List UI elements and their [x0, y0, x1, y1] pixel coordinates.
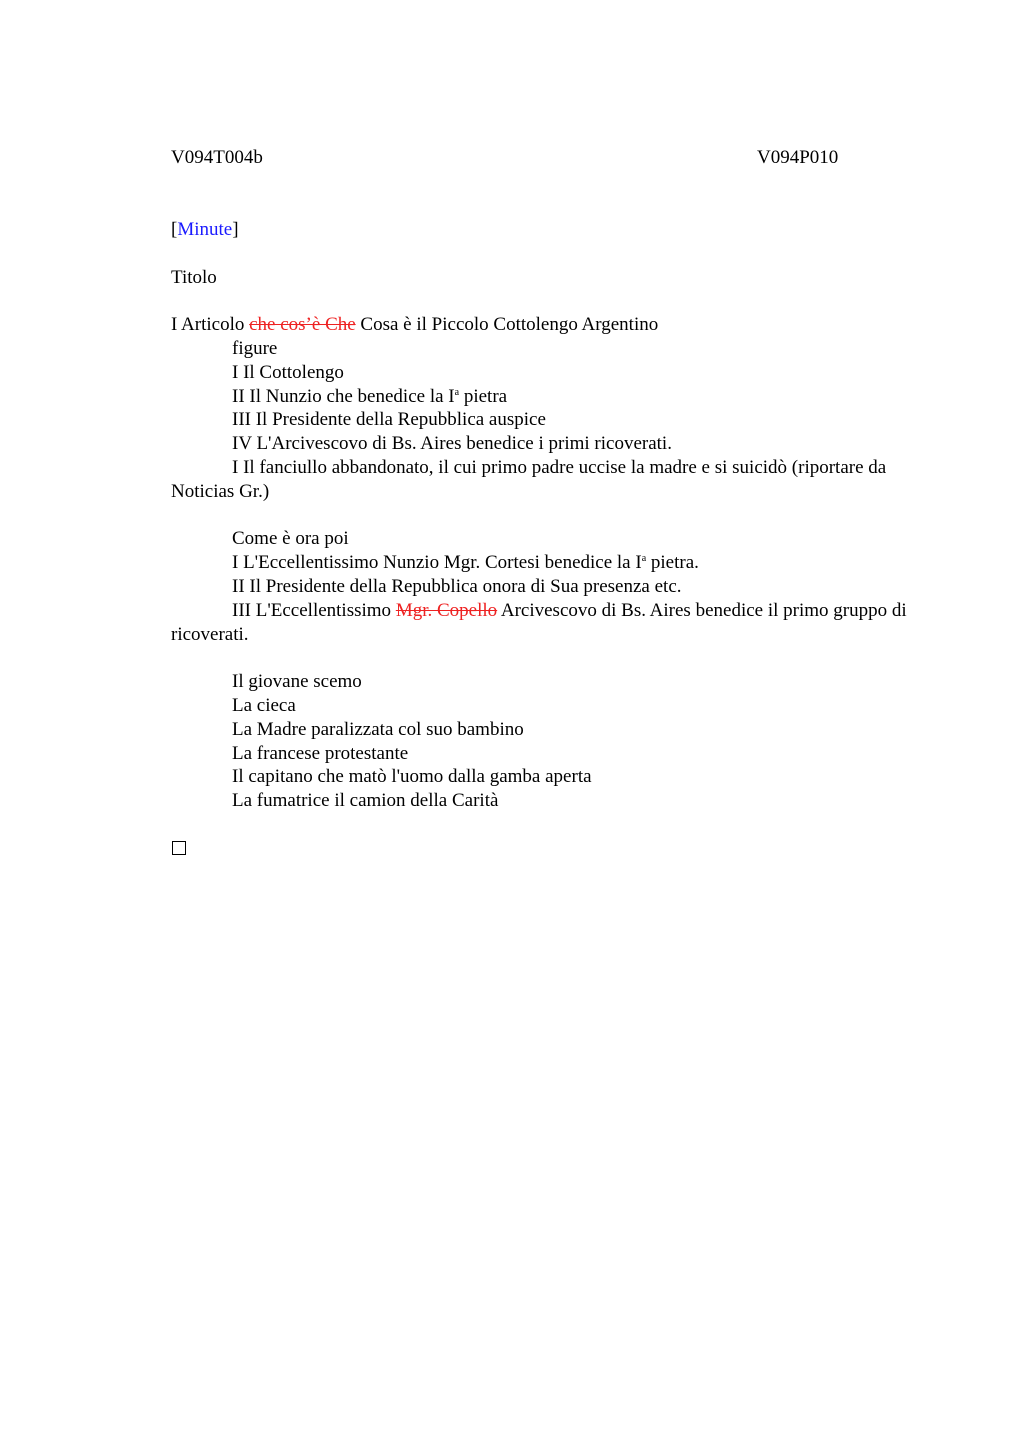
people-item: La francese protestante — [232, 742, 409, 764]
people-item: La cieca — [232, 694, 296, 716]
close-bracket: ] — [232, 219, 239, 240]
document-code-right: V094P010 — [757, 147, 839, 168]
now-item-prefix: III L'Eccellentissimo — [232, 599, 396, 621]
people-item: Il giovane scemo — [232, 671, 362, 693]
blank-line — [171, 289, 931, 313]
figure-item: IV L'Arcivescovo di Bs. Aires benedice i primi ricoverati. — [232, 433, 672, 455]
blank-line — [171, 504, 931, 528]
now-item — [171, 599, 931, 647]
now-item-tail: pietra. — [646, 552, 699, 574]
figure-item-tail: pietra — [459, 385, 508, 407]
checkbox-square-icon — [172, 841, 186, 855]
ordinal-superscript: a — [454, 386, 460, 398]
now-item-text: I L'Eccellentissimo Nunzio Mgr. Cortesi benedice la I — [232, 552, 642, 574]
article-deleted-text: che cos’è Che — [249, 314, 356, 336]
blank-line — [171, 242, 931, 266]
article-prefix: I Articolo — [171, 314, 250, 336]
open-bracket: [ — [171, 219, 178, 240]
article-rest: Cosa è il Piccolo Cottolengo Argentino — [355, 314, 659, 336]
now-item: II Il Presidente della Repubblica onora di Sua presenza etc. — [232, 575, 682, 597]
blank-line — [171, 813, 931, 837]
minute-tag — [171, 218, 931, 242]
end-marker-line — [171, 837, 931, 861]
now-heading: Come è ora poi — [232, 528, 349, 550]
people-item: La Madre paralizzata col suo bambino — [232, 718, 524, 740]
ordinal-superscript: a — [641, 553, 647, 565]
figure-item-text: II Il Nunzio che benedice la I — [232, 385, 455, 407]
now-item-rest: Arcivescovo di Bs. Aires benedice il primo gruppo di ricoverati. — [171, 599, 907, 645]
document-body — [171, 218, 931, 861]
figure-item — [171, 385, 931, 409]
blank-line — [171, 646, 931, 670]
minute-label: Minute — [177, 219, 233, 240]
people-item: La fumatrice il camion della Carità — [232, 790, 499, 812]
article-line — [171, 313, 931, 337]
title-label: Titolo — [171, 266, 217, 288]
now-item-deleted-text: Mgr. Copello — [395, 599, 498, 621]
figures-heading: figure — [232, 337, 278, 359]
figure-item: I Il Cottolengo — [232, 361, 344, 383]
now-item — [171, 551, 931, 575]
people-item: Il capitano che matò l'uomo dalla gamba aperta — [232, 766, 592, 788]
fanciullo-paragraph: I Il fanciullo abbandonato, il cui primo padre uccise la madre e si suicidò (riportare da Noticias Gr.) — [171, 456, 887, 502]
figure-item: III Il Presidente della Repubblica auspice — [232, 409, 546, 431]
document-code-left: V094T004b — [171, 147, 263, 168]
